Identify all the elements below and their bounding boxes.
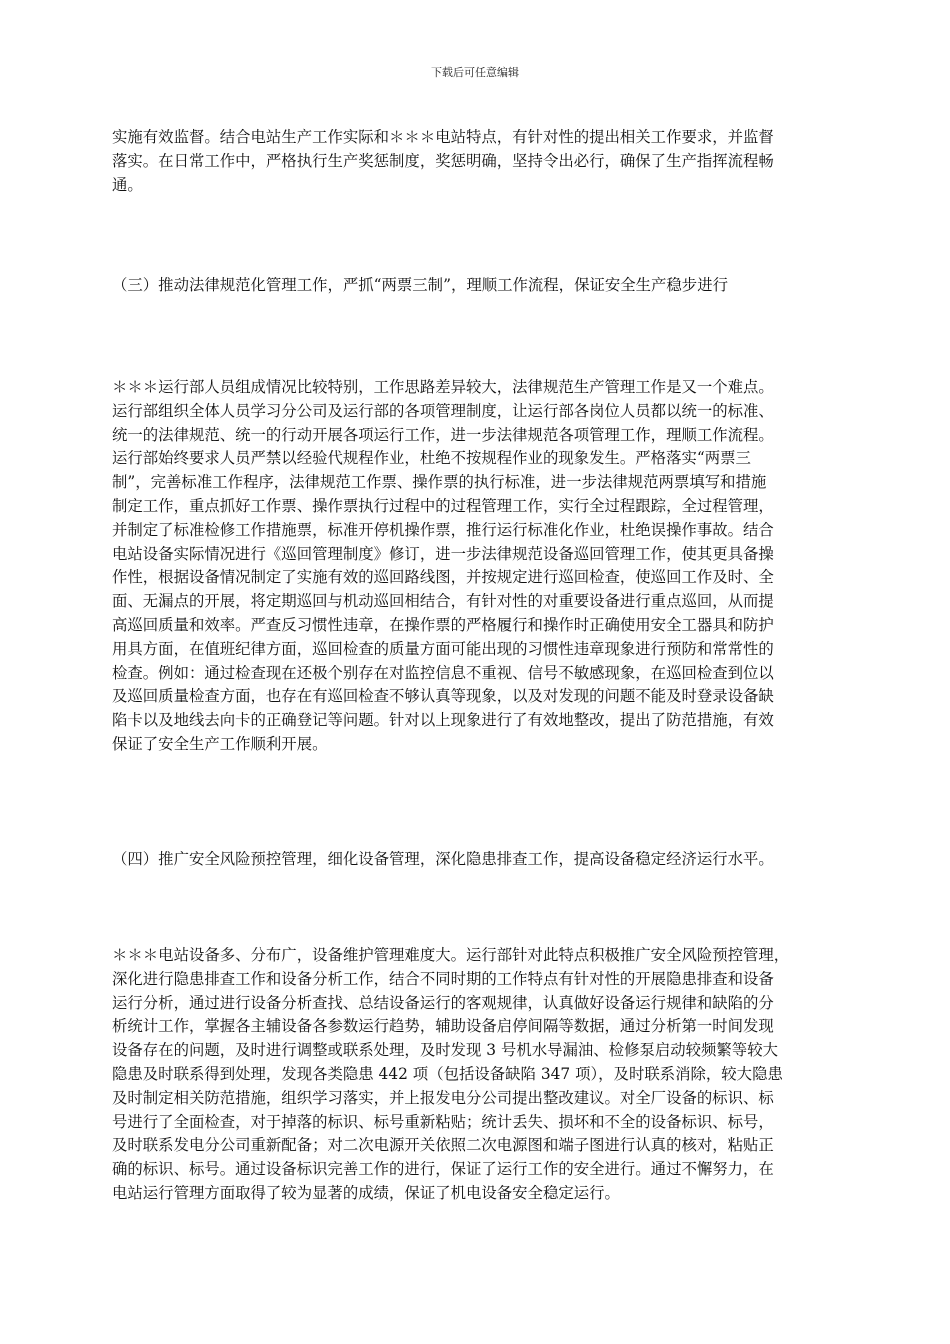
text-line: 运行分析，通过进行设备分析查找、总结设备运行的客观规律，认真做好设备运行规律和缺陷的分 (112, 993, 774, 1012)
text-line: ＊＊＊运行部人员组成情况比较特别，工作思路差异较大，法律规范生产管理工作是又一个难点。 (112, 378, 774, 396)
text-line: 制”，完善标准工作程序，法律规范工作票、操作票的执行标准，进一步法律规范两票填写和措施 (112, 473, 767, 492)
text-line: 统一的法律规范、统一的行动开展各项运行工作，进一步法律规范各项管理工作，理顺工作流程。 (112, 425, 774, 444)
text-line: 深化进行隐患排查工作和设备分析工作，结合不同时期的工作特点有针对性的开展隐患排查和设备 (112, 969, 774, 988)
text-line: 实施有效监督。结合电站生产工作实际和＊＊＊电站特点，有针对性的提出相关工作要求，并监督 (112, 128, 774, 146)
paragraph-risk-control (112, 944, 847, 1206)
text-line: 及时联系发电分公司重新配备；对二次电源开关依照二次电源图和端子图进行认真的核对，粘贴正 (112, 1136, 774, 1155)
text-line: 陷卡以及地线去向卡的正确登记等问题。针对以上现象进行了有效地整改，提出了防范措施，有效 (112, 711, 774, 730)
text-line: 电站运行管理方面取得了较为显著的成绩，保证了机电设备安全稳定运行。 (112, 1183, 620, 1202)
text-line: 高巡回质量和效率。严查反习惯性违章，在操作票的严格履行和操作时正确使用安全工器具和防护 (112, 615, 774, 634)
text-line: 检查。例如：通过检查现在还极个别存在对监控信息不重视、信号不敏感现象，在巡回检查到位以 (112, 663, 774, 682)
text-line: 运行部组织全体人员学习分公司及运行部的各项管理制度，让运行部各岗位人员都以统一的标准、 (112, 401, 774, 420)
text-line: 隐患及时联系得到处理，发现各类隐患 442 项（包括设备缺陷 347 项），及时联系消除，较大隐患 (112, 1064, 783, 1083)
text-line: 落实。在日常工作中，严格执行生产奖惩制度，奖惩明确，坚持令出必行，确保了生产指挥流程畅 (112, 151, 774, 170)
text-line: 及巡回质量检查方面，也存在有巡回检查不够认真等现象，以及对发现的问题不能及时登录设备缺 (112, 687, 774, 706)
text-line: 并制定了标准检修工作措施票，标准开停机操作票，推行运行标准化作业，杜绝误操作事故。结合 (112, 520, 774, 539)
text-line: 及时制定相关防范措施，组织学习落实，并上报发电分公司提出整改建议。对全厂设备的标识、标 (112, 1088, 774, 1107)
text-line: 确的标识、标号。通过设备标识完善工作的进行，保证了运行工作的安全进行。通过不懈努力，在 (112, 1160, 774, 1179)
paragraph-two-tickets (112, 376, 847, 757)
heading-text: （四）推广安全风险预控管理，细化设备管理，深化隐患排查工作，提高设备稳定经济运行水平。 (112, 850, 774, 868)
page-header: 下载后可任意编辑 (431, 66, 519, 79)
text-line: 用具方面，在值班纪律方面，巡回检查的质量方面可能出现的习惯性违章现象进行预防和常常性的 (112, 639, 774, 658)
text-line: 析统计工作，掌握各主辅设备各参数运行趋势，辅助设备启停间隔等数据，通过分析第一时间发现 (112, 1017, 774, 1036)
text-line: 作性，根据设备情况制定了实施有效的巡回路线图，并按规定进行巡回检查，使巡回工作及时、全 (112, 568, 774, 587)
text-line: 面、无漏点的开展，将定期巡回与机动巡回相结合，有针对性的对重要设备进行重点巡回，从而提 (112, 592, 774, 611)
section-heading-3 (112, 274, 847, 298)
text-line: 保证了安全生产工作顺利开展。 (112, 734, 328, 753)
text-line: ＊＊＊电站设备多、分布广，设备维护管理难度大。运行部针对此特点积极推广安全风险预控管理， (112, 946, 790, 964)
section-heading-4 (112, 848, 847, 872)
text-line: 制定工作，重点抓好工作票、操作票执行过程中的过程管理工作，实行全过程跟踪，全过程管理， (112, 496, 774, 515)
text-line: 号进行了全面检查，对于掉落的标识、标号重新粘贴；统计丢失、损坏和不全的设备标识、标号， (112, 1112, 774, 1131)
text-line: 电站设备实际情况进行《巡回管理制度》修订，进一步法律规范设备巡回管理工作，使其更具备操 (112, 544, 774, 563)
heading-text: （三）推动法律规范化管理工作，严抓“两票三制”，理顺工作流程，保证安全生产稳步进行 (112, 276, 728, 294)
text-line: 运行部始终要求人员严禁以经验代规程作业，杜绝不按规程作业的现象发生。严格落实“两票三 (112, 449, 751, 468)
text-line: 通。 (112, 175, 143, 194)
paragraph-supervision (112, 126, 847, 197)
text-line: 设备存在的问题，及时进行调整或联系处理，及时发现 3 号机水导漏油、检修泵启动较频繁等较大 (112, 1041, 778, 1060)
